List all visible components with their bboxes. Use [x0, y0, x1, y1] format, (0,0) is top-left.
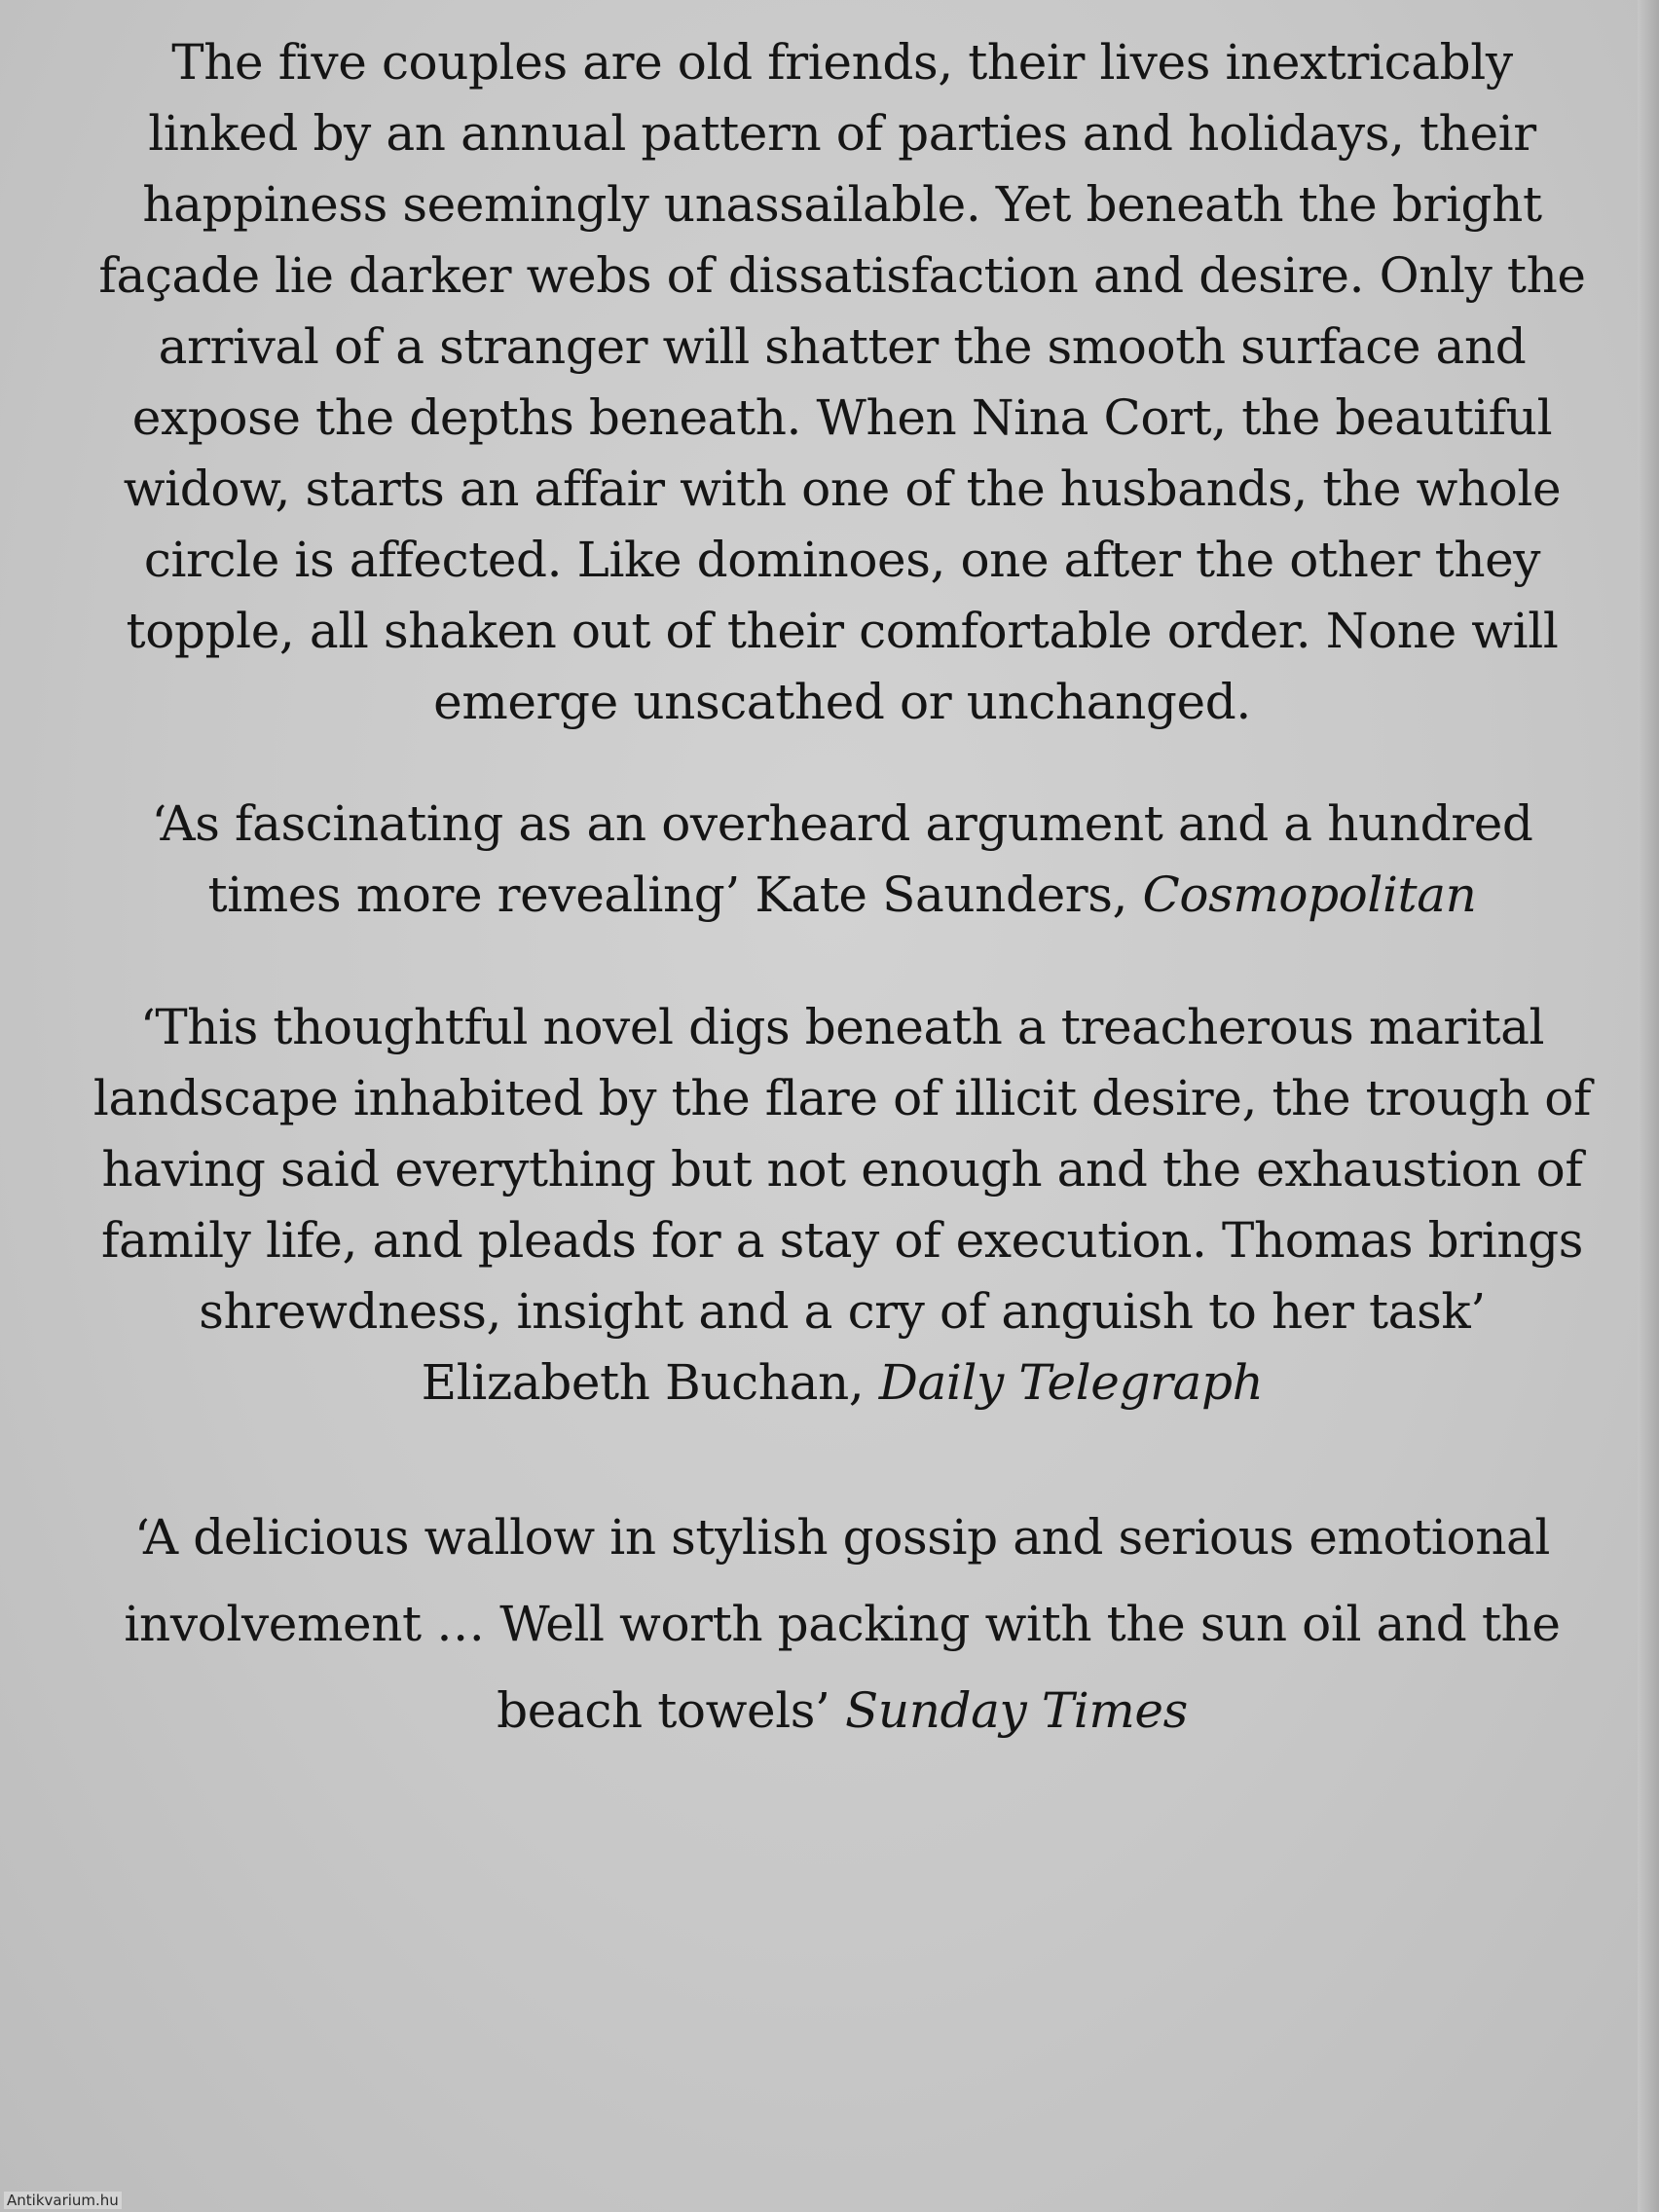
quote-line: family life, and pleads for a stay of execution. Thomas brings — [100, 1212, 1584, 1269]
watermark: Antikvarium.hu — [4, 2192, 122, 2209]
quote-line: shrewdness, insight and a cry of anguish to her task’ — [199, 1283, 1486, 1340]
blurb-line: emerge unscathed or unchanged. — [433, 674, 1251, 730]
publication-name: Daily Telegraph — [878, 1354, 1264, 1411]
publication-name: Sunday Times — [845, 1682, 1188, 1739]
quote-line: ‘This thoughtful novel digs beneath a treacherous marital — [139, 999, 1545, 1055]
review-quote-daily-telegraph — [83, 992, 1602, 1419]
blurb-line: circle is affected. Like dominoes, one after the other they — [143, 532, 1541, 588]
quote-line: involvement … Well worth packing with the sun oil and the — [124, 1596, 1561, 1652]
quote-attribution: beach towels’ — [497, 1682, 846, 1739]
blurb-line: linked by an annual pattern of parties and holidays, their — [148, 105, 1536, 162]
synopsis-blurb — [83, 27, 1602, 738]
quote-attribution: times more revealing’ Kate Saunders, — [207, 866, 1143, 923]
blurb-line: arrival of a stranger will shatter the smooth surface and — [158, 318, 1527, 375]
blurb-line: topple, all shaken out of their comfortable order. None will — [126, 603, 1559, 659]
cover-text-column — [83, 27, 1602, 1754]
cover-right-edge — [1638, 0, 1659, 2212]
blurb-line: widow, starts an affair with one of the husbands, the whole — [123, 461, 1562, 517]
blurb-line: expose the depths beneath. When Nina Cort, the beautiful — [131, 389, 1553, 446]
quote-line: ‘A delicious wallow in stylish gossip and serious emotional — [133, 1509, 1550, 1566]
quote-line: having said everything but not enough and the exhaustion of — [101, 1141, 1583, 1198]
blurb-line: façade lie darker webs of dissatisfaction and desire. Only the — [98, 247, 1586, 304]
quote-attribution: Elizabeth Buchan, — [421, 1354, 879, 1411]
quote-line: landscape inhabited by the flare of illicit desire, the trough of — [92, 1070, 1592, 1126]
blurb-line: The five couples are old friends, their lives inextricably — [171, 34, 1513, 91]
blurb-line: happiness seemingly unassailable. Yet beneath the bright — [142, 176, 1542, 233]
publication-name: Cosmopolitan — [1142, 866, 1477, 923]
review-quote-cosmopolitan — [83, 789, 1602, 931]
quote-line: ‘As fascinating as an overheard argument and a hundred — [151, 795, 1533, 852]
review-quote-sunday-times — [83, 1494, 1602, 1754]
